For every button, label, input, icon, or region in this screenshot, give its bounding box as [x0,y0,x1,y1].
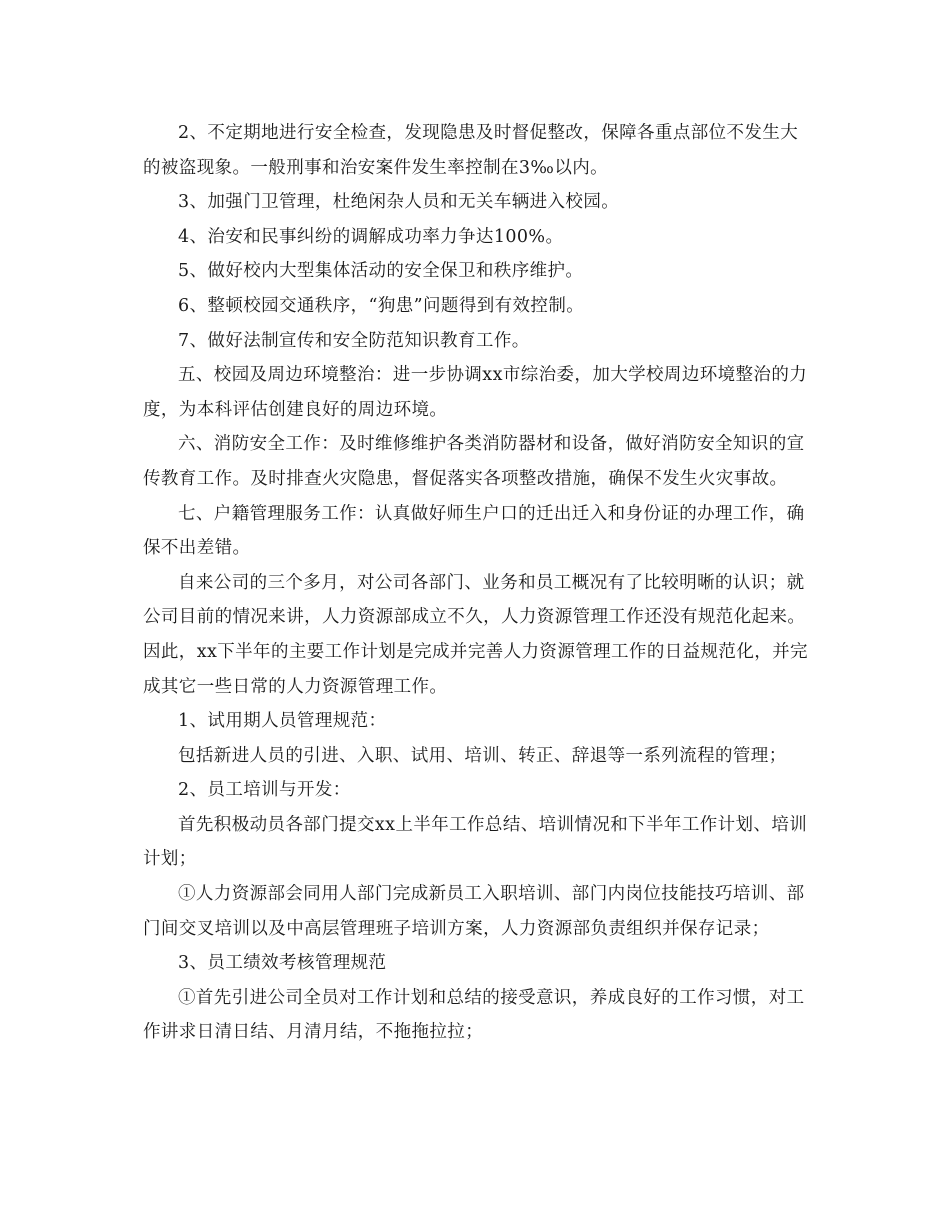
paragraph: 七、户籍管理服务工作：认真做好师生户口的迁出迁入和身份证的办理工作，确保不出差错。 [143,503,805,559]
paragraph: 1、试用期人员管理规范： [178,711,387,732]
paragraph: ①首先引进公司全员对工作计划和总结的接受意识，养成良好的工作习惯，对工作讲求日清日结、月清月结，不拖拖拉拉； [143,987,805,1043]
paragraph: 6、整顿校园交通秩序，“狗患”问题得到有效控制。 [178,295,585,316]
paragraph: 五、校园及周边环境整治：进一步协调xx市综治委，加大学校周边环境整治的力度，为本科评估创建良好的周边环境。 [143,365,808,420]
paragraph: 3、员工绩效考核管理规范 [178,953,387,974]
paragraph: 六、消防安全工作：及时维修维护各类消防器材和设备，做好消防安全知识的宣传教育工作。及时排查火灾隐患，督促落实各项整改措施，确保不发生火灾事故。 [143,434,805,489]
paragraph: 2、员工培训与开发： [178,780,351,801]
paragraph: 7、做好法制宣传和安全防范知识教育工作。 [178,330,530,351]
paragraph: 2、不定期地进行安全检查，发现隐患及时督促整改，保障各重点部位不发生大的被盗现象。一般刑事和治安案件发生率控制在3‰以内。 [143,123,799,178]
paragraph: 包括新进人员的引进、入职、试用、培训、转正、辞退等一系列流程的管理； [178,745,787,766]
paragraph: 3、加强门卫管理，杜绝闲杂人员和无关车辆进入校园。 [178,192,620,213]
paragraph: 自来公司的三个多月，对公司各部门、业务和员工概况有了比较明晰的认识；就公司目前的情况来讲，人力资源部成立不久，人力资源管理工作还没有规范化起来。因此，xx下半年的主要工作计划是完成并完善人力资源管理工作的日益规范化，并完成其它一些日常的人力资源管理工作。 [143,572,808,697]
paragraph: 首先积极动员各部门提交xx上半年工作总结、培训情况和下半年工作计划、培训计划； [143,814,808,870]
paragraph: 4、治安和民事纠纷的调解成功率力争达100%。 [178,226,564,247]
paragraph: 5、做好校内大型集体活动的安全保卫和秩序维护。 [178,261,584,282]
document-body [143,116,811,1050]
paragraph: ①人力资源部会同用人部门完成新员工入职培训、部门内岗位技能技巧培训、部门间交叉培训以及中高层管理班子培训方案，人力资源部负责组织并保存记录； [143,884,805,939]
